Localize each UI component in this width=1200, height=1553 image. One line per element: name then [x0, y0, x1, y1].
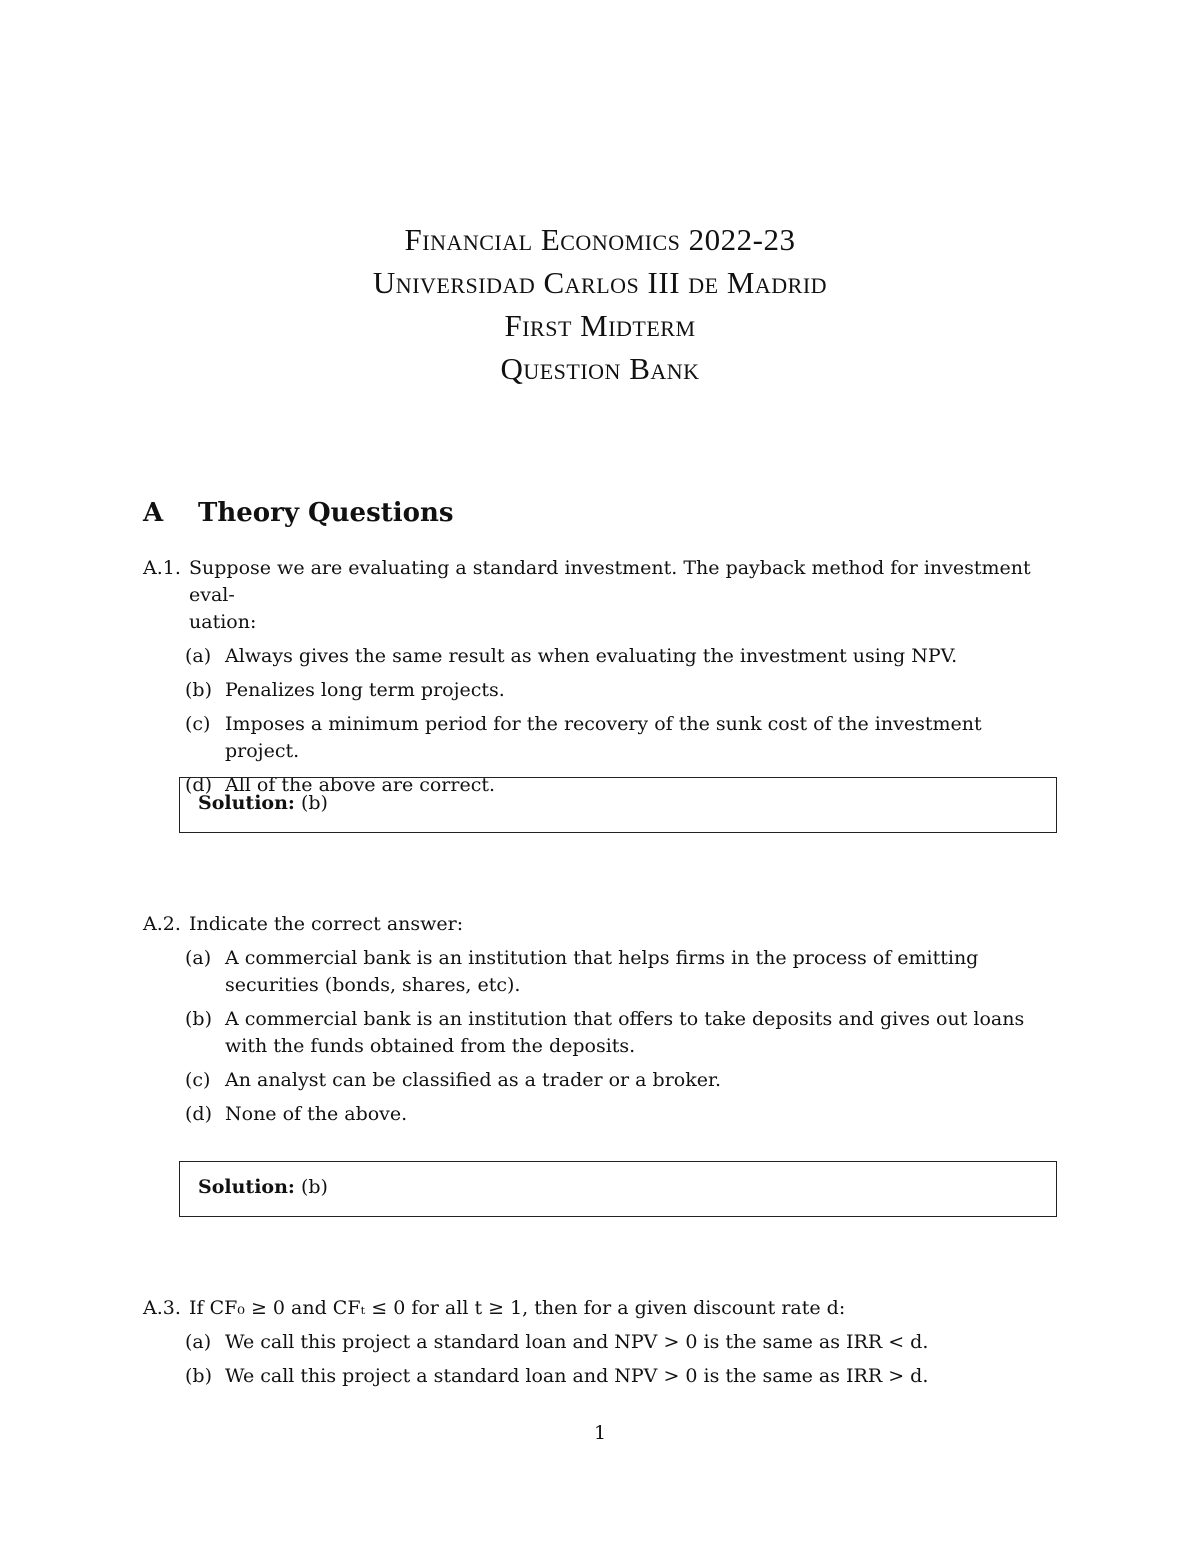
solution-box — [179, 777, 1057, 833]
option-label: (a) — [185, 1331, 212, 1353]
option-text: A commercial bank is an institution that helps firms in the process of emitting securities (bonds, shares, etc). — [225, 947, 979, 996]
option-list — [143, 1329, 1059, 1390]
question-stem — [143, 555, 1059, 636]
option-text: All of the above are correct. — [225, 774, 496, 796]
option-c — [143, 1067, 1059, 1094]
option-text: An analyst can be classified as a trader or a broker. — [225, 1069, 722, 1091]
question-a1 — [143, 555, 1059, 806]
option-label: (b) — [185, 1008, 212, 1030]
solution-value: (b) — [300, 792, 328, 814]
option-text: A commercial bank is an institution that offers to take deposits and gives out loans with the funds obtained from the deposits. — [225, 1008, 1025, 1057]
option-text: We call this project a standard loan and NPV > 0 is the same as IRR < d. — [225, 1331, 929, 1353]
question-number: A.2. — [143, 913, 181, 935]
option-text: Penalizes long term projects. — [225, 679, 505, 701]
option-label: (b) — [185, 679, 212, 701]
option-label: (c) — [185, 1069, 211, 1091]
option-label: (d) — [185, 1103, 212, 1125]
question-a3 — [143, 1295, 1059, 1397]
option-label: (c) — [185, 713, 211, 735]
option-a — [143, 643, 1059, 670]
document-title — [0, 218, 1200, 390]
option-a — [143, 945, 1059, 999]
option-text: None of the above. — [225, 1103, 408, 1125]
question-stem — [143, 1295, 1059, 1322]
option-label: (a) — [185, 645, 212, 667]
question-text-line: Suppose we are evaluating a standard investment. The payback method for investment eval- — [189, 557, 1031, 606]
question-stem — [143, 911, 1059, 938]
title-line-bank: Question Bank — [500, 351, 700, 386]
option-list — [143, 945, 1059, 1128]
question-text-line: Indicate the correct answer: — [189, 913, 464, 935]
title-line-course: Financial Economics 2022-23 — [404, 222, 796, 257]
option-text: Imposes a minimum period for the recovery of the sunk cost of the investment project. — [225, 713, 982, 762]
option-label: (d) — [185, 774, 212, 796]
option-b — [143, 1006, 1059, 1060]
section-letter: A — [143, 498, 164, 528]
title-line-university: Universidad Carlos III de Madrid — [372, 265, 828, 300]
option-b — [143, 677, 1059, 704]
question-text-line: If CF₀ ≥ 0 and CFₜ ≤ 0 for all t ≥ 1, then for a given discount rate d: — [189, 1297, 846, 1319]
solution-box — [179, 1161, 1057, 1217]
option-list — [143, 643, 1059, 799]
question-number: A.3. — [143, 1297, 181, 1319]
question-a2 — [143, 911, 1059, 1135]
option-b — [143, 1363, 1059, 1390]
option-c — [143, 711, 1059, 765]
option-label: (a) — [185, 947, 212, 969]
question-text-line: uation: — [189, 611, 257, 633]
option-text: We call this project a standard loan and NPV > 0 is the same as IRR > d. — [225, 1365, 929, 1387]
option-a — [143, 1329, 1059, 1356]
solution-label: Solution: — [198, 1176, 295, 1198]
section-heading — [143, 498, 454, 528]
page-number: 1 — [593, 1422, 607, 1444]
solution-value: (b) — [300, 1176, 328, 1198]
solution-label: Solution: — [198, 792, 295, 814]
option-text: Always gives the same result as when evaluating the investment using NPV. — [225, 645, 958, 667]
option-label: (b) — [185, 1365, 212, 1387]
option-d — [143, 1101, 1059, 1128]
section-title: Theory Questions — [198, 498, 454, 528]
question-number: A.1. — [143, 557, 181, 579]
title-line-exam: First Midterm — [504, 308, 696, 343]
